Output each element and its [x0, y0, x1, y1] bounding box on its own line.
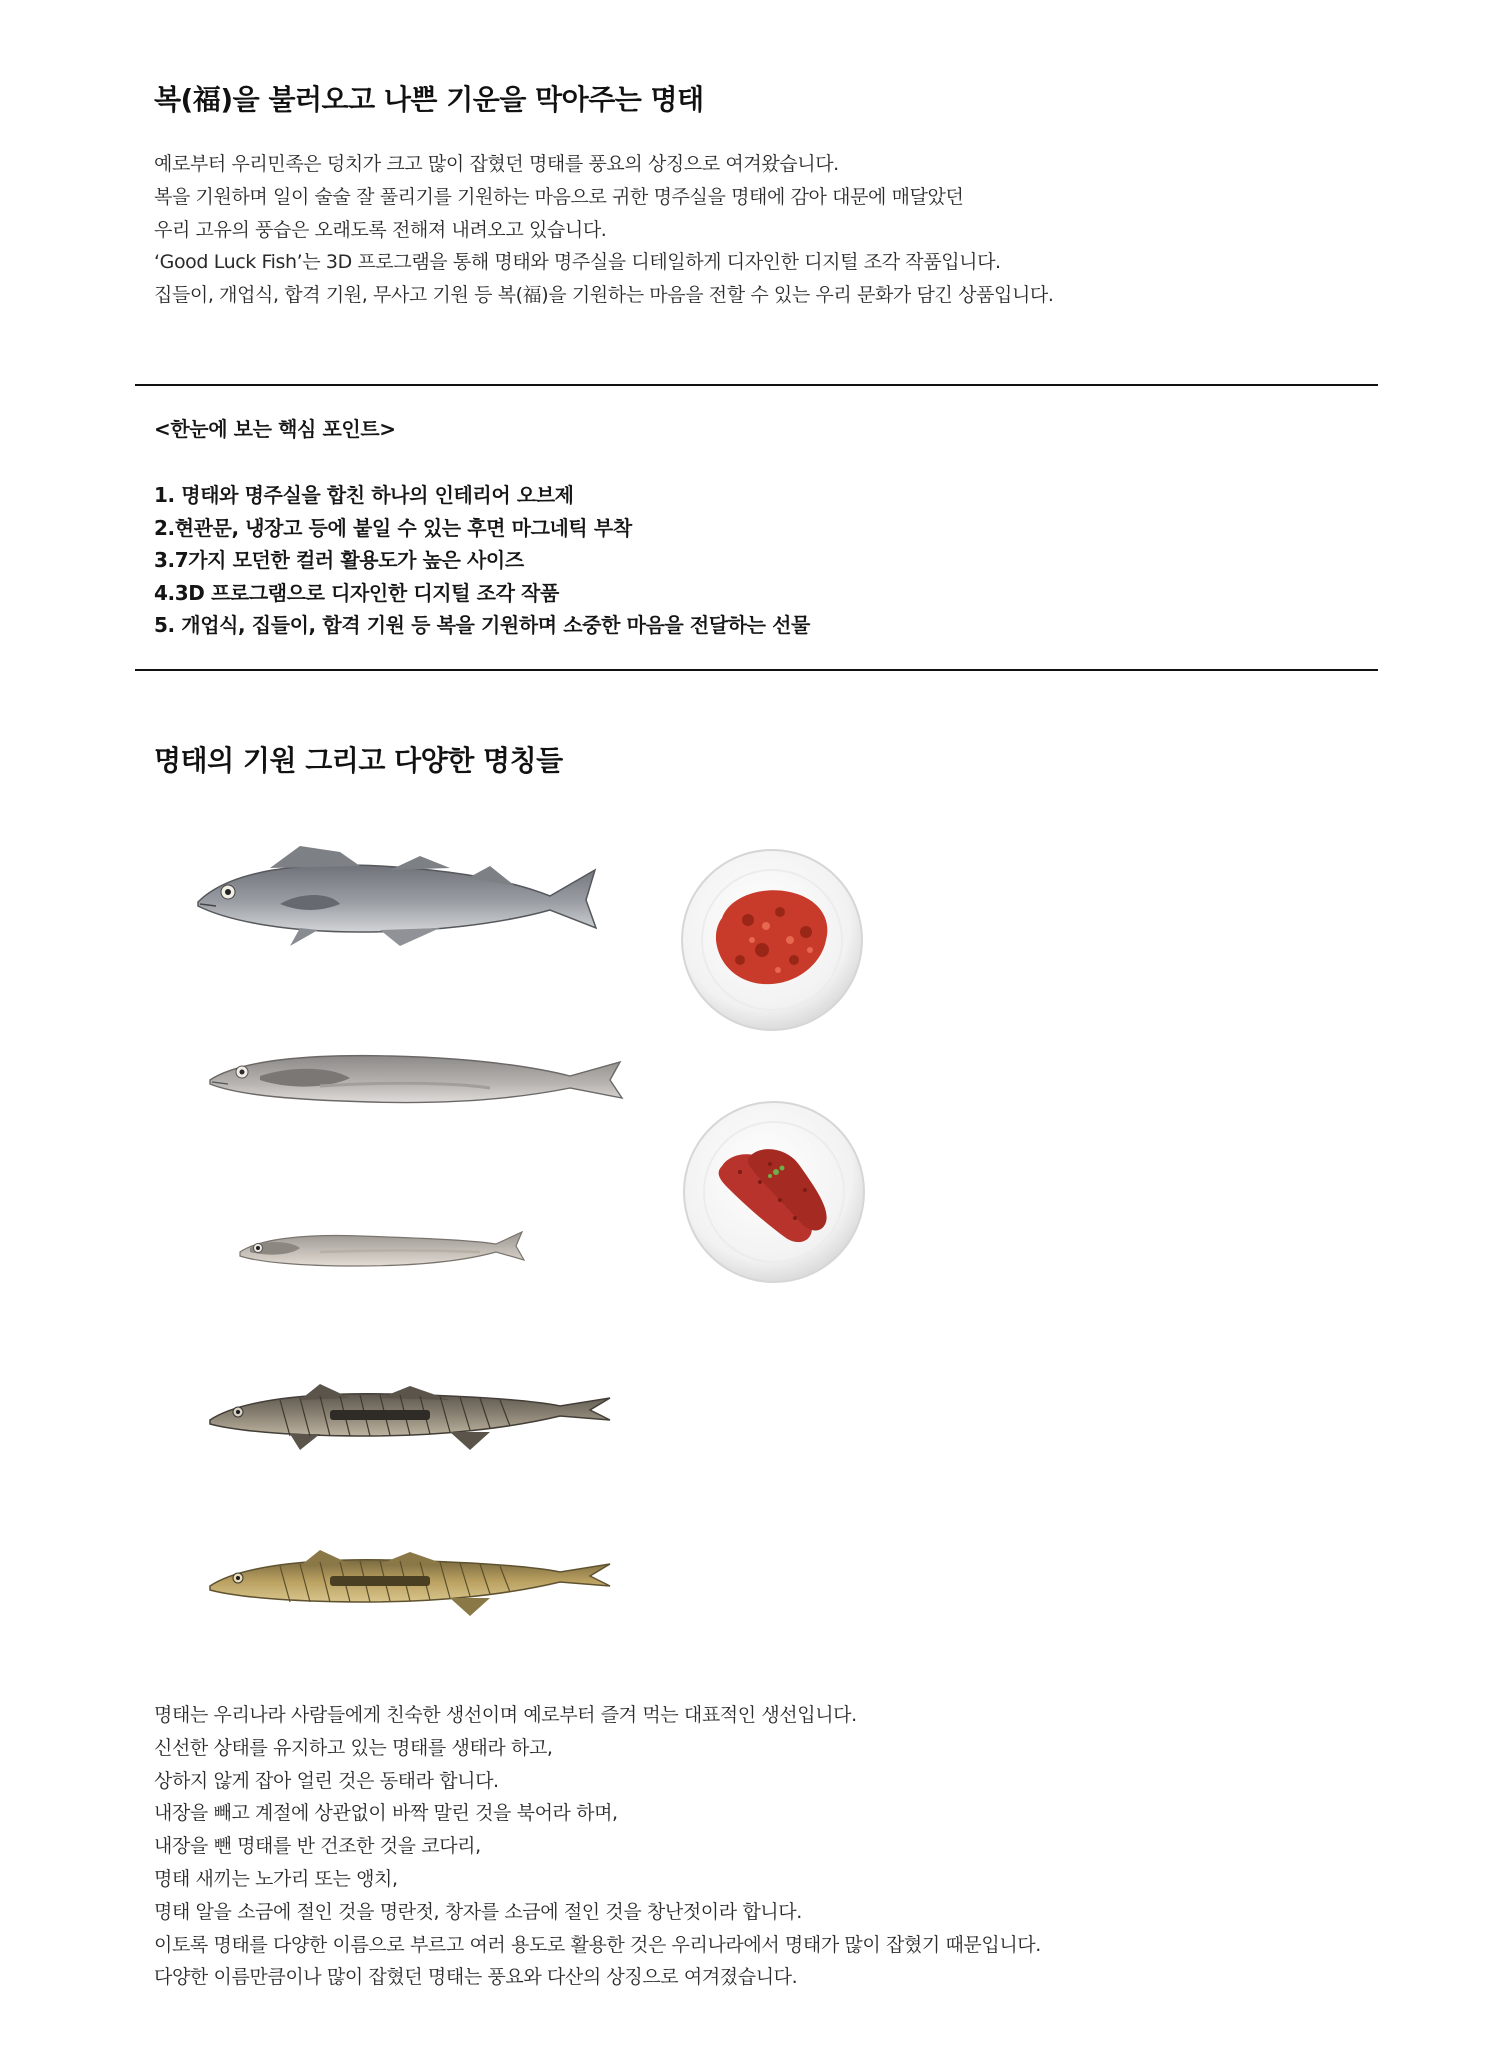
intro-line: 집들이, 개업식, 합격 기원, 무사고 기원 등 복(福)을 기원하는 마음을 전할 수 있는 우리 문화가 담긴 상품입니다. — [154, 284, 1054, 307]
small-pollock-icon — [240, 1232, 524, 1266]
body-line: 신선한 상태를 유지하고 있는 명태를 생태라 하고, — [154, 1736, 553, 1759]
main-heading: 복(福)을 불러오고 나쁜 기운을 막아주는 명태 — [154, 83, 704, 116]
myeongnanjeot-plate-icon — [684, 1102, 864, 1282]
key-point-item: 3.7가지 모던한 컬러 활용도가 높은 사이즈 — [154, 548, 524, 572]
intro-line: ‘Good Luck Fish’는 3D 프로그램을 통해 명태와 명주실을 디테일하게 디자인한 디지털 조각 작품입니다. — [154, 251, 1001, 274]
key-point-item: 1. 명태와 명주실을 합친 하나의 인테리어 오브제 — [154, 483, 574, 507]
dried-pollock-icon — [210, 1384, 610, 1450]
key-points-title: <한눈에 보는 핵심 포인트> — [154, 417, 396, 441]
body-line: 명태 새끼는 노가리 또는 앵치, — [154, 1867, 398, 1890]
divider-bottom — [135, 669, 1378, 671]
key-points — [154, 413, 810, 642]
key-points-list — [154, 479, 810, 642]
intro-line: 우리 고유의 풍습은 오래도록 전해져 내려오고 있습니다. — [154, 218, 607, 241]
divider-top — [135, 384, 1378, 386]
body-line: 명태는 우리나라 사람들에게 친숙한 생선이며 예로부터 즐겨 먹는 대표적인 생선입니다. — [154, 1704, 857, 1726]
intro-line: 예로부터 우리민족은 덩치가 크고 많이 잡혔던 명태를 풍요의 상징으로 여겨왔습니다. — [154, 153, 839, 175]
key-point-item: 2.현관문, 냉장고 등에 붙일 수 있는 후면 마그네틱 부착 — [154, 515, 632, 540]
key-point-item: 4.3D 프로그램으로 디자인한 디지털 조각 작품 — [154, 580, 559, 605]
intro-paragraph — [154, 148, 1404, 312]
frozen-pollock-icon — [210, 1056, 622, 1103]
body-line: 상하지 않게 잡아 얼린 것은 동태라 합니다. — [154, 1769, 499, 1792]
changnanjeot-plate-icon — [682, 850, 862, 1030]
body-paragraph — [154, 1699, 1404, 1994]
section-heading: 명태의 기원 그리고 다양한 명칭들 — [154, 744, 563, 777]
body-line: 이토록 명태를 다양한 이름으로 부르고 여러 용도로 활용한 것은 우리나라에서 명태가 많이 잡혔기 때문입니다. — [154, 1933, 1041, 1956]
body-line: 내장을 빼고 계절에 상관없이 바짝 말린 것을 북어라 하며, — [154, 1802, 618, 1825]
body-line: 명태 알을 소금에 절인 것을 명란젓, 창자를 소금에 절인 것을 창난젓이라 합니다. — [154, 1900, 802, 1923]
fresh-pollock-icon — [198, 846, 596, 946]
body-line: 다양한 이름만큼이나 많이 잡혔던 명태는 풍요와 다산의 상징으로 여겨졌습니다. — [154, 1966, 798, 1989]
body-line: 내장을 뺀 명태를 반 건조한 것을 코다리, — [154, 1835, 481, 1858]
intro-line: 복을 기원하며 일이 술술 잘 풀리기를 기원하는 마음으로 귀한 명주실을 명태에 감아 대문에 매달았던 — [154, 185, 964, 208]
yellow-dried-pollock-icon — [210, 1550, 610, 1616]
pollock-illustration — [150, 800, 930, 1680]
key-point-item: 5. 개업식, 집들이, 합격 기원 등 복을 기원하며 소중한 마음을 전달하는 선물 — [154, 613, 810, 637]
